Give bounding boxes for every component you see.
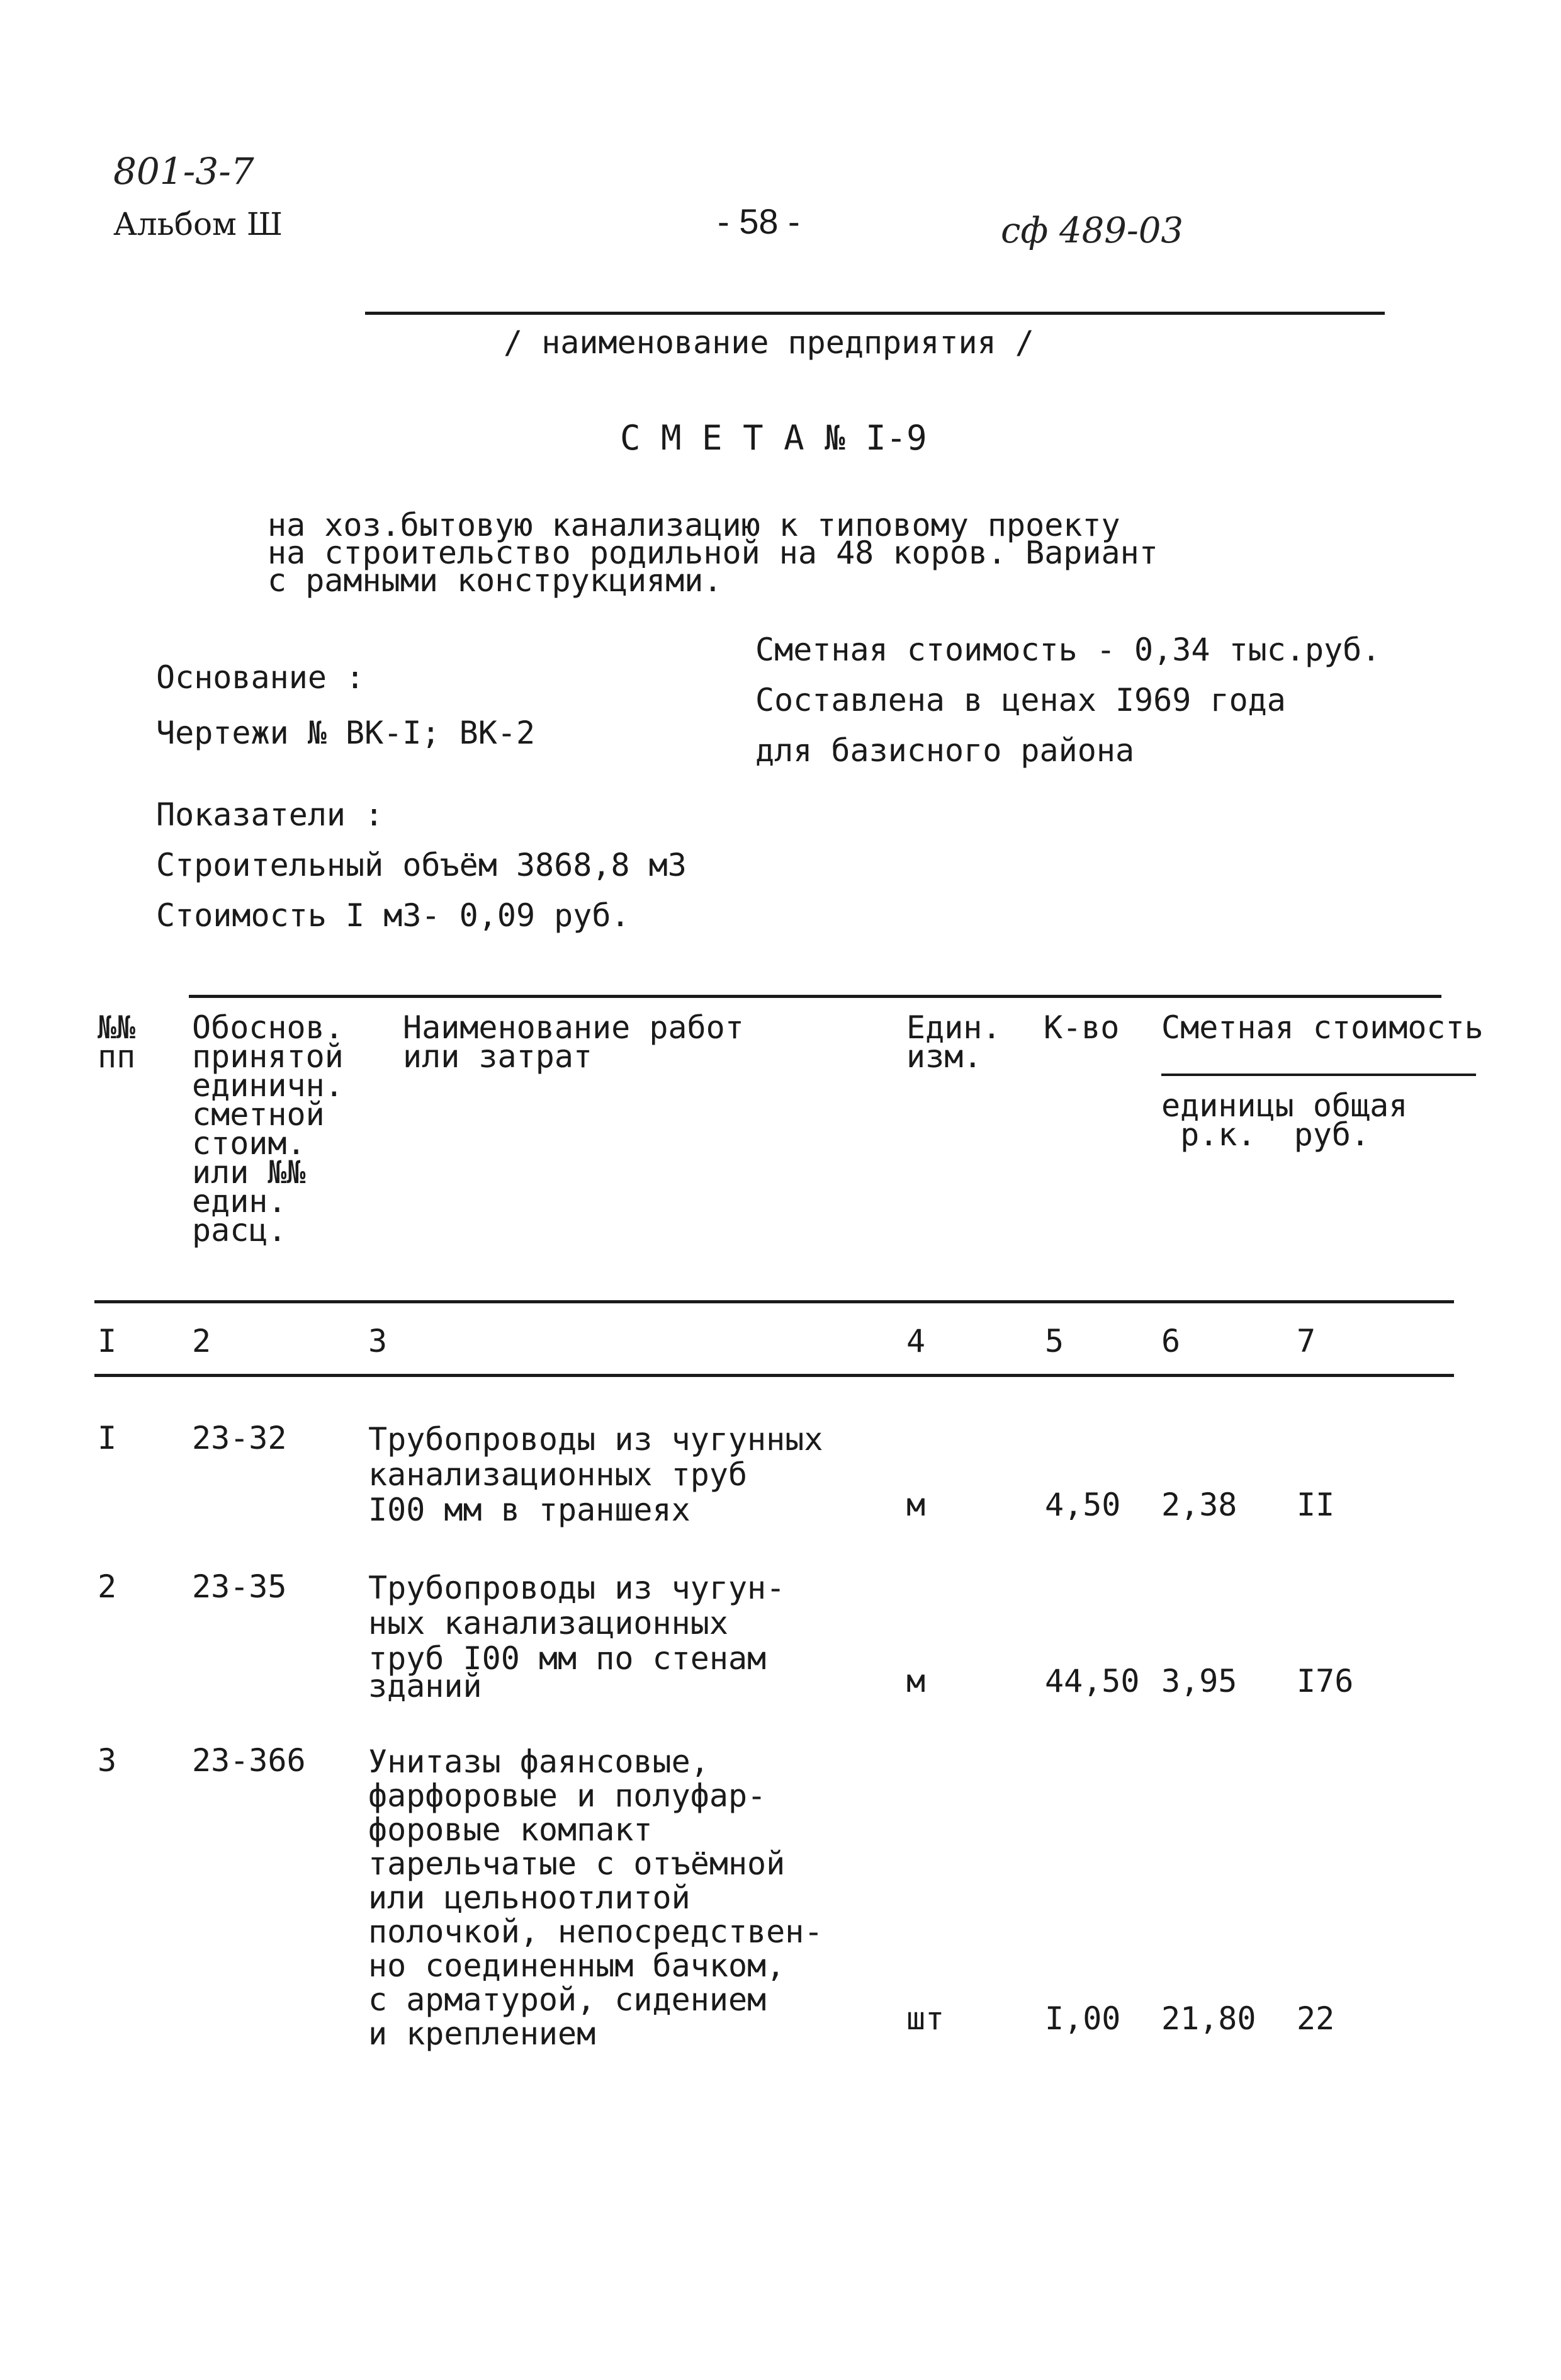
header-cost-sub-line: единицы общая	[1161, 1087, 1408, 1124]
row-num: 2	[98, 1568, 117, 1605]
basis-label: Основание :	[156, 659, 365, 696]
document-title: С М Е Т А № I-9	[620, 418, 927, 458]
header-num-line: №№	[98, 1009, 136, 1046]
row-qty: 4,50	[1045, 1487, 1121, 1523]
column-number: 3	[368, 1323, 388, 1359]
header-unit-line: изм.	[906, 1038, 983, 1075]
header-basis-line: принятой	[192, 1038, 344, 1075]
column-number: 6	[1161, 1323, 1181, 1359]
column-numbers-rule	[94, 1374, 1454, 1377]
indicators-label: Показатели :	[156, 796, 384, 833]
row-name-line: Унитазы фаянсовые,	[368, 1743, 709, 1780]
handwritten-code: 801-3-7	[113, 150, 254, 193]
table-top-rule	[189, 995, 1441, 998]
header-cost-sub-line: р.к. руб.	[1161, 1116, 1370, 1153]
page-number: - 58 -	[718, 201, 800, 241]
description-line: с рамными конструкциями.	[268, 562, 723, 599]
row-name-line: I00 мм в траншеях	[368, 1492, 690, 1528]
cost-sub-rule	[1161, 1074, 1476, 1076]
column-number: 2	[192, 1323, 211, 1359]
row-name-line: канализационных труб	[368, 1456, 748, 1493]
indicator-cost-per-m3: Стоимость I м3- 0,09 руб.	[156, 897, 630, 934]
top-rule	[365, 312, 1385, 315]
row-code: 23-35	[192, 1568, 287, 1605]
row-unit-cost: 3,95	[1161, 1663, 1237, 1699]
estimated-cost: Сметная стоимость - 0,34 тыс.руб.	[755, 632, 1381, 668]
column-number: 7	[1297, 1323, 1316, 1359]
row-unit-cost: 21,80	[1161, 2000, 1256, 2037]
row-name-line: форовые компакт	[368, 1811, 653, 1848]
base-region: для базисного района	[755, 732, 1135, 769]
header-basis-line: Обоснов.	[192, 1009, 344, 1046]
row-name-line: но соединенным бачком,	[368, 1947, 786, 1984]
column-number: 4	[906, 1323, 926, 1359]
header-qty: К-во	[1044, 1009, 1120, 1046]
row-unit: шт	[906, 2000, 945, 2037]
handwritten-ref: сф 489-03	[1001, 210, 1184, 251]
row-code: 23-32	[192, 1420, 287, 1456]
row-name-line: труб I00 мм по стенам	[368, 1640, 767, 1677]
column-number: I	[98, 1323, 117, 1359]
row-qty: 44,50	[1045, 1663, 1140, 1699]
description-line: на строительство родильной на 48 коров. Вариант	[268, 535, 1158, 571]
row-name-line: Трубопроводы из чугун-	[368, 1570, 786, 1606]
row-num: 3	[98, 1742, 117, 1779]
header-bottom-rule	[94, 1300, 1454, 1303]
indicator-volume: Строительный объём 3868,8 м3	[156, 847, 687, 883]
description-line: на хоз.бытовую канализацию к типовому проекту	[268, 507, 1120, 543]
row-total: II	[1297, 1487, 1335, 1523]
row-name-line: Трубопроводы из чугунных	[368, 1421, 823, 1458]
row-code: 23-366	[192, 1742, 306, 1779]
row-qty: I,00	[1045, 2000, 1121, 2037]
header-basis-line: сметной	[192, 1096, 325, 1133]
header-basis-line: един.	[192, 1183, 287, 1220]
row-name-line: полочкой, непосредствен-	[368, 1913, 823, 1950]
row-name-line: зданий	[368, 1668, 482, 1704]
row-name-line: и креплением	[368, 2015, 596, 2052]
header-num-line: пп	[98, 1038, 136, 1075]
header-name-line: или затрат	[403, 1038, 593, 1075]
row-total: I76	[1297, 1663, 1354, 1699]
header-cost: Сметная стоимость	[1161, 1009, 1484, 1046]
row-name-line: или цельноотлитой	[368, 1879, 690, 1916]
row-unit: м	[906, 1663, 926, 1699]
header-basis-line: стоим.	[192, 1125, 306, 1162]
row-name-line: с арматурой, сидением	[368, 1981, 767, 2018]
row-name-line: ных канализационных	[368, 1605, 728, 1641]
basis-drawings: Чертежи № ВК-I; ВК-2	[156, 715, 536, 751]
header-basis-line: или №№	[192, 1154, 306, 1191]
header-basis-line: единичн.	[192, 1067, 344, 1104]
column-number: 5	[1045, 1323, 1064, 1359]
row-num: I	[98, 1420, 117, 1456]
enterprise-line: / наименование предприятия /	[504, 324, 1034, 361]
header-basis-line: расц.	[192, 1212, 287, 1249]
row-name-line: фарфоровые и полуфар-	[368, 1777, 767, 1814]
prices-year: Составлена в ценах I969 года	[755, 682, 1286, 718]
row-unit-cost: 2,38	[1161, 1487, 1237, 1523]
row-total: 22	[1297, 2000, 1335, 2037]
row-name-line: тарельчатые с отъёмной	[368, 1845, 786, 1882]
album-label: Альбом Ш	[113, 206, 283, 242]
header-name-line: Наименование работ	[403, 1009, 744, 1046]
row-unit: м	[906, 1487, 926, 1523]
header-unit-line: Един.	[906, 1009, 1001, 1046]
